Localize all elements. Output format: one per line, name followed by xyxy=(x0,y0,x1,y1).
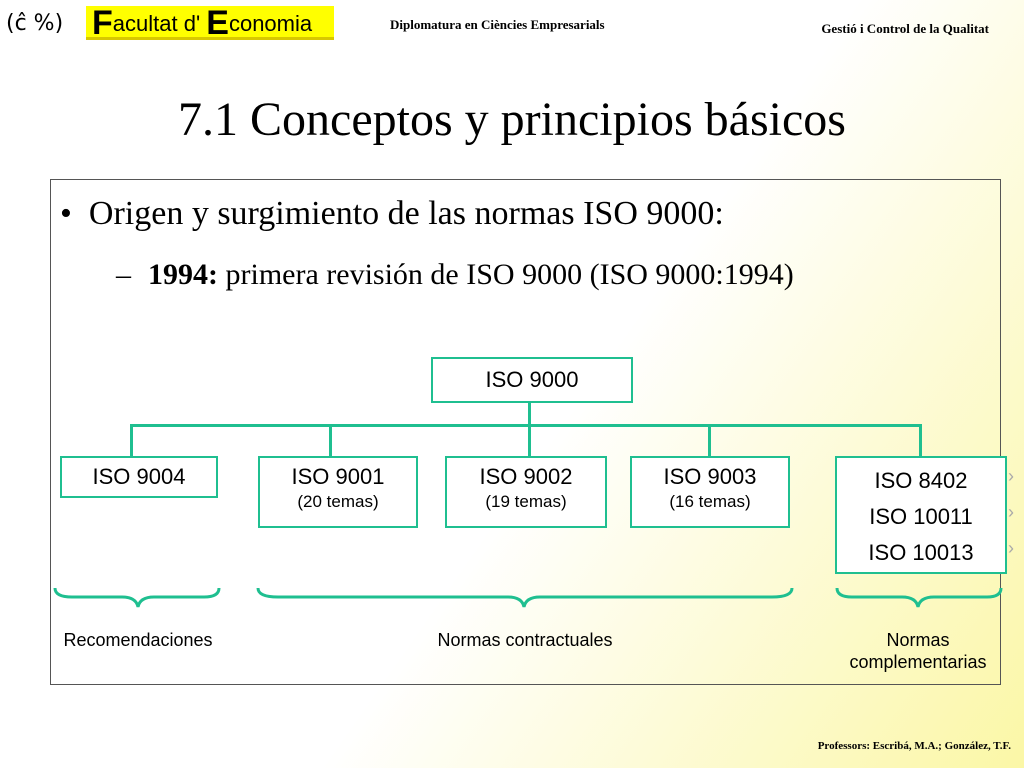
node-iso9003-sub: (16 temas) xyxy=(669,492,751,511)
label-complementarias-2: complementarias xyxy=(849,652,987,672)
logo-emblem-icon: (ĉ %) xyxy=(6,11,64,36)
brace-recomendaciones xyxy=(55,588,219,607)
footer-label: Professors: xyxy=(817,740,871,752)
course-name: Gestió i Control de la Qualitat xyxy=(821,21,989,36)
node-iso9001-sub: (20 temas) xyxy=(297,492,379,511)
logo-cap-f: F xyxy=(92,4,113,42)
label-complementarias-1: Normas xyxy=(886,630,950,650)
chevron-right-icon: › xyxy=(1008,502,1014,522)
node-iso9003-label: ISO 9003 xyxy=(663,464,757,489)
chevron-right-icon: › xyxy=(1008,466,1014,486)
node-iso8402-label: ISO 8402 xyxy=(874,468,968,493)
label-contractuales: Normas contractuales xyxy=(437,630,613,650)
bullet-main-text: Origen y surgimiento de las normas ISO 9000: xyxy=(88,195,724,232)
node-iso9001-label: ISO 9001 xyxy=(291,464,385,489)
bullet-main: • Origen y surgimiento de las normas ISO 9000: xyxy=(60,195,724,232)
node-iso9002-sub: (19 temas) xyxy=(485,492,567,511)
slide-title: 7.1 Conceptos y principios básicos xyxy=(178,93,846,146)
node-iso9004-label: ISO 9004 xyxy=(92,464,186,489)
bullet-sub-year: 1994: xyxy=(148,258,218,291)
label-complementarias xyxy=(826,629,1010,673)
logo-text-2: conomia xyxy=(228,11,313,36)
footer-authors: Escribá, M.A.; González, T.F. xyxy=(870,740,1011,752)
logo-cap-e: E xyxy=(206,4,229,42)
brace-complementarias xyxy=(837,588,1001,607)
footer-credits xyxy=(818,740,1011,752)
node-iso9002-label: ISO 9002 xyxy=(479,464,573,489)
node-iso10011-label: ISO 10011 xyxy=(869,504,973,529)
bullet-sub-text: primera revisión de ISO 9000 (ISO 9000:1994) xyxy=(218,258,794,291)
node-iso10013-label: ISO 10013 xyxy=(868,540,974,565)
node-iso9000-label: ISO 9000 xyxy=(485,367,579,392)
bullet-sub-dash: – xyxy=(116,258,131,291)
label-recomendaciones: Recomendaciones xyxy=(63,630,213,650)
logo-text-1: acultat d' xyxy=(112,11,207,36)
chevron-right-icon: › xyxy=(1008,538,1014,558)
program-name: Diplomatura en Ciències Empresarials xyxy=(390,17,605,32)
brace-contractuales xyxy=(258,588,792,607)
